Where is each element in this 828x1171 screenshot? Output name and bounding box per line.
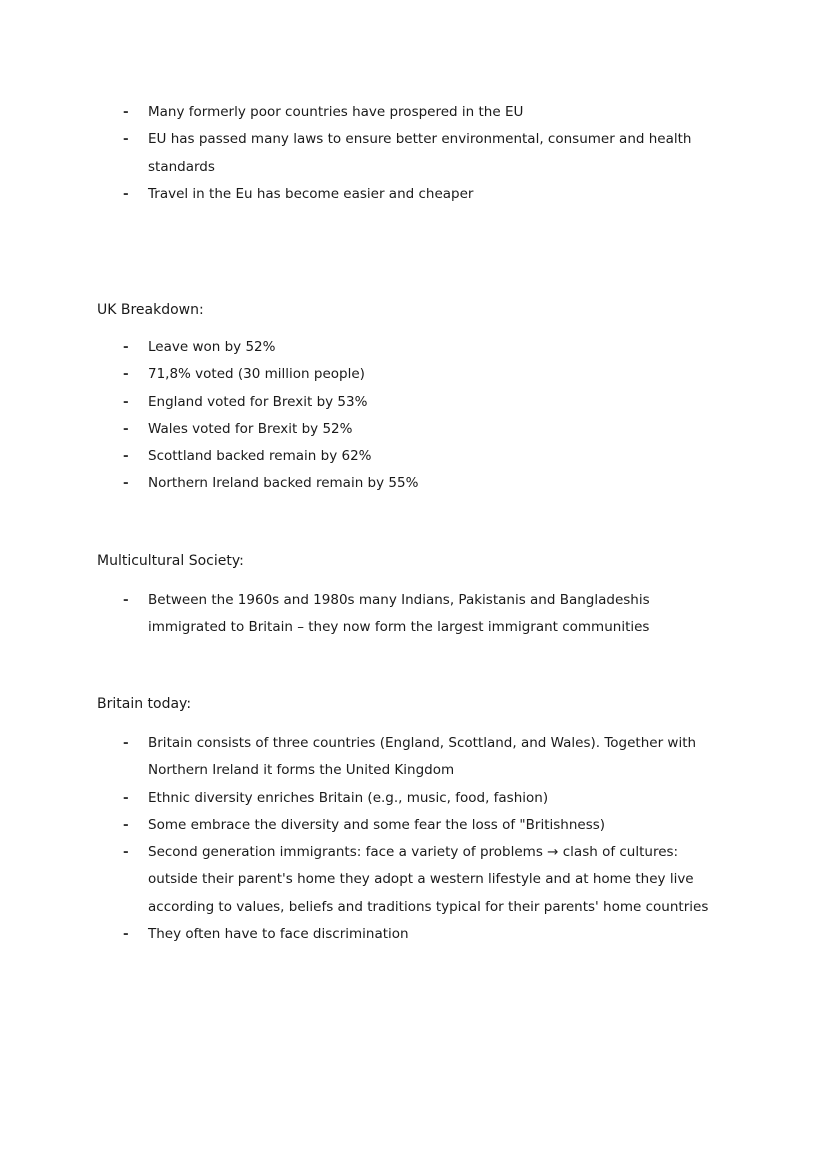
list-item: - Some embrace the diversity and some fear the loss of "Britishness) <box>0 812 828 839</box>
list-item: - Scottland backed remain by 62% <box>0 443 828 470</box>
uk-breakdown-list <box>0 334 828 498</box>
list-item: - England voted for Brexit by 53% <box>0 389 828 416</box>
list-item: - Many formerly poor countries have prospered in the EU <box>0 99 828 126</box>
britain-today-list <box>0 730 828 948</box>
list-item: - Travel in the Eu has become easier and cheaper <box>0 181 828 208</box>
list-item: - Ethnic diversity enriches Britain (e.g., music, food, fashion) <box>0 785 828 812</box>
uk-breakdown-heading: UK Breakdown: <box>97 302 204 318</box>
multicultural-heading: Multicultural Society: <box>97 553 244 569</box>
list-item: - Wales voted for Brexit by 52% <box>0 416 828 443</box>
list-item: - Britain consists of three countries (England, Scottland, and Wales). Together with Northern Ireland it forms the United Kingdom <box>0 730 828 785</box>
list-item: - Leave won by 52% <box>0 334 828 361</box>
list-item: - EU has passed many laws to ensure better environmental, consumer and health standards <box>0 126 828 181</box>
eu-benefits-list <box>0 99 828 208</box>
list-item: - Northern Ireland backed remain by 55% <box>0 470 828 497</box>
multicultural-list <box>0 587 828 642</box>
list-item: - 71,8% voted (30 million people) <box>0 361 828 388</box>
list-item: - Between the 1960s and 1980s many Indians, Pakistanis and Bangladeshis immigrated to Britain – they now form the largest immigrant communities <box>0 587 828 642</box>
list-item: - Second generation immigrants: face a variety of problems → clash of cultures: outside their parent's home they adopt a western lifestyle and at home they live according to values, beliefs and traditions typical for their parents' home countries <box>0 839 828 921</box>
list-item: - They often have to face discrimination <box>0 921 828 948</box>
britain-today-heading: Britain today: <box>97 696 192 712</box>
